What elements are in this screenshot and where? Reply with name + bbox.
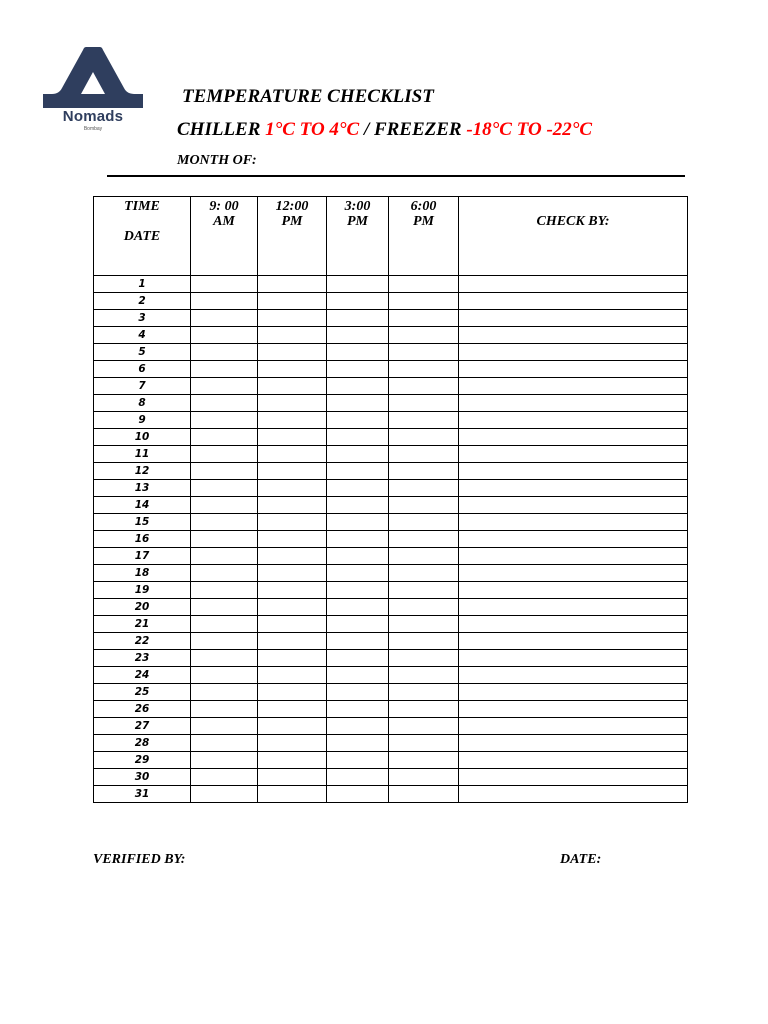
day-number-cell: 2 [94,293,191,310]
table-row [94,718,688,735]
temperature-entry-cell[interactable] [327,429,389,446]
temperature-entry-cell[interactable] [191,378,258,395]
temperature-entry-cell[interactable] [258,429,327,446]
day-number-cell: 21 [94,616,191,633]
temperature-entry-cell[interactable] [389,548,459,565]
day-number-cell: 11 [94,446,191,463]
day-number-cell: 31 [94,786,191,803]
day-number-cell: 26 [94,701,191,718]
temperature-entry-cell[interactable] [327,786,389,803]
time-column-period: AM [213,214,235,229]
temperature-entry-cell[interactable] [389,276,459,293]
day-number-cell: 14 [94,497,191,514]
temperature-entry-cell[interactable] [258,684,327,701]
temperature-entry-cell[interactable] [258,361,327,378]
check-by-label: CHECK BY: [536,214,610,229]
temperature-entry-cell[interactable] [389,565,459,582]
day-number-cell: 29 [94,752,191,769]
logo-tagline: Bombay [83,126,103,132]
time-column-time: 6:00 [410,199,437,214]
temperature-entry-cell[interactable] [389,769,459,786]
table-row [94,752,688,769]
time-column-header [327,197,389,276]
temperature-entry-cell[interactable] [327,650,389,667]
day-number-cell: 5 [94,344,191,361]
temperature-entry-cell[interactable] [191,514,258,531]
temperature-entry-cell[interactable] [258,701,327,718]
temperature-entry-cell[interactable] [389,633,459,650]
check-by-cell[interactable] [459,310,688,327]
day-number-cell: 25 [94,684,191,701]
table-row [94,327,688,344]
temperature-entry-cell[interactable] [191,667,258,684]
temperature-entry-cell[interactable] [389,531,459,548]
temperature-entry-cell[interactable] [389,463,459,480]
time-column-time: 12:00 [275,199,309,214]
table-row [94,293,688,310]
day-number-cell: 9 [94,412,191,429]
check-by-cell[interactable] [459,769,688,786]
time-column-header [389,197,459,276]
nomads-logo [38,44,148,134]
table-row [94,276,688,293]
day-number-cell: 20 [94,599,191,616]
temperature-entry-cell[interactable] [327,582,389,599]
temperature-entry-cell[interactable] [389,395,459,412]
time-column-header [258,197,327,276]
temperature-entry-cell[interactable] [327,616,389,633]
temperature-entry-cell[interactable] [258,344,327,361]
temperature-entry-cell[interactable] [258,633,327,650]
day-number-cell: 18 [94,565,191,582]
temperature-entry-cell[interactable] [389,310,459,327]
temperature-entry-cell[interactable] [327,293,389,310]
table-row [94,769,688,786]
temperature-entry-cell[interactable] [389,361,459,378]
temperature-entry-cell[interactable] [327,735,389,752]
time-column-period: PM [281,214,303,229]
temperature-entry-cell[interactable] [191,565,258,582]
temperature-entry-cell[interactable] [327,548,389,565]
check-by-cell[interactable] [459,735,688,752]
temperature-table [93,196,688,803]
freezer-range: -18°C TO -22°C [466,119,593,140]
temperature-entry-cell[interactable] [258,327,327,344]
month-label: MONTH OF: [177,153,257,168]
footer-date-label: DATE: [560,852,602,867]
check-by-cell[interactable] [459,582,688,599]
check-by-cell[interactable] [459,361,688,378]
temperature-entry-cell[interactable] [327,344,389,361]
temperature-entry-cell[interactable] [258,412,327,429]
table-row [94,616,688,633]
temperature-entry-cell[interactable] [389,378,459,395]
temperature-entry-cell[interactable] [389,599,459,616]
temperature-entry-cell[interactable] [327,531,389,548]
temperature-entry-cell[interactable] [327,463,389,480]
temperature-entry-cell[interactable] [389,582,459,599]
time-column-period: PM [347,214,368,229]
temperature-entry-cell[interactable] [258,293,327,310]
temperature-entry-cell[interactable] [327,684,389,701]
day-number-cell: 6 [94,361,191,378]
time-column-time: 3:00 [344,199,371,214]
temperature-entry-cell[interactable] [327,310,389,327]
temperature-entry-cell[interactable] [258,786,327,803]
logo-wordmark: Nomads [62,108,124,125]
temperature-entry-cell[interactable] [327,599,389,616]
check-by-cell[interactable] [459,395,688,412]
temperature-entry-cell[interactable] [191,395,258,412]
temperature-entry-cell[interactable] [258,565,327,582]
temperature-entry-cell[interactable] [258,752,327,769]
temperature-entry-cell[interactable] [191,786,258,803]
verified-by-label: VERIFIED BY: [93,852,186,867]
check-by-cell[interactable] [459,327,688,344]
day-number-cell: 15 [94,514,191,531]
temperature-entry-cell[interactable] [191,480,258,497]
table-row [94,684,688,701]
day-number-cell: 1 [94,276,191,293]
table-row [94,582,688,599]
temperature-entry-cell[interactable] [389,752,459,769]
temperature-entry-cell[interactable] [389,497,459,514]
temperature-entry-cell[interactable] [191,429,258,446]
check-by-cell[interactable] [459,446,688,463]
temperature-entry-cell[interactable] [191,548,258,565]
check-by-cell[interactable] [459,514,688,531]
temperature-entry-cell[interactable] [191,582,258,599]
temperature-entry-cell[interactable] [327,276,389,293]
temperature-entry-cell[interactable] [258,599,327,616]
day-number-cell: 4 [94,327,191,344]
temperature-entry-cell[interactable] [389,684,459,701]
freezer-label: / FREEZER [359,119,467,140]
table-row [94,701,688,718]
check-by-cell[interactable] [459,463,688,480]
time-column-period: PM [413,214,434,229]
temperature-entry-cell[interactable] [258,463,327,480]
table-row [94,429,688,446]
check-by-cell[interactable] [459,786,688,803]
check-by-cell[interactable] [459,293,688,310]
check-by-cell[interactable] [459,565,688,582]
temperature-entry-cell[interactable] [258,514,327,531]
day-number-cell: 10 [94,429,191,446]
temperature-entry-cell[interactable] [191,412,258,429]
page-title: TEMPERATURE CHECKLIST [182,86,434,107]
temperature-entry-cell[interactable] [327,667,389,684]
table-row [94,633,688,650]
time-date-header [94,197,191,276]
temperature-entry-cell[interactable] [191,650,258,667]
table-row [94,565,688,582]
temperature-entry-cell[interactable] [191,769,258,786]
temperature-entry-cell[interactable] [191,616,258,633]
day-number-cell: 8 [94,395,191,412]
check-by-cell[interactable] [459,548,688,565]
temperature-entry-cell[interactable] [327,718,389,735]
temperature-entry-cell[interactable] [258,582,327,599]
temperature-entry-cell[interactable] [191,310,258,327]
check-by-cell[interactable] [459,429,688,446]
check-by-cell[interactable] [459,412,688,429]
temperature-entry-cell[interactable] [327,769,389,786]
temperature-entry-cell[interactable] [191,701,258,718]
temperature-entry-cell[interactable] [389,701,459,718]
temperature-entry-cell[interactable] [191,735,258,752]
temperature-entry-cell[interactable] [389,718,459,735]
temperature-entry-cell[interactable] [327,412,389,429]
temperature-entry-cell[interactable] [327,446,389,463]
temperature-entry-cell[interactable] [258,735,327,752]
temperature-entry-cell[interactable] [191,752,258,769]
temperature-entry-cell[interactable] [389,667,459,684]
temperature-entry-cell[interactable] [389,786,459,803]
check-by-cell[interactable] [459,497,688,514]
temperature-entry-cell[interactable] [191,463,258,480]
temperature-entry-cell[interactable] [258,667,327,684]
temperature-entry-cell[interactable] [258,378,327,395]
table-row [94,344,688,361]
table-row [94,378,688,395]
day-number-cell: 22 [94,633,191,650]
day-number-cell: 19 [94,582,191,599]
temperature-entry-cell[interactable] [258,446,327,463]
day-number-cell: 30 [94,769,191,786]
table-row [94,548,688,565]
table-row [94,514,688,531]
temperature-entry-cell[interactable] [258,650,327,667]
day-number-cell: 27 [94,718,191,735]
check-by-cell[interactable] [459,616,688,633]
temperature-entry-cell[interactable] [258,497,327,514]
temperature-entry-cell[interactable] [258,718,327,735]
temperature-entry-cell[interactable] [191,446,258,463]
check-by-cell[interactable] [459,378,688,395]
time-header-label: TIME [124,199,160,214]
temperature-entry-cell[interactable] [327,395,389,412]
temperature-entry-cell[interactable] [258,480,327,497]
time-column-time: 9: 00 [209,199,239,214]
temperature-entry-cell[interactable] [258,769,327,786]
header-divider [107,175,685,177]
temperature-entry-cell[interactable] [258,548,327,565]
temperature-entry-cell[interactable] [191,344,258,361]
day-number-cell: 24 [94,667,191,684]
table-row [94,497,688,514]
temperature-entry-cell[interactable] [327,327,389,344]
temperature-entry-cell[interactable] [389,412,459,429]
temperature-entry-cell[interactable] [191,718,258,735]
check-by-cell[interactable] [459,599,688,616]
table-row [94,599,688,616]
table-row [94,412,688,429]
temperature-entry-cell[interactable] [389,327,459,344]
temperature-entry-cell[interactable] [258,310,327,327]
temperature-entry-cell[interactable] [191,684,258,701]
temperature-entry-cell[interactable] [389,616,459,633]
table-row [94,446,688,463]
temperature-entry-cell[interactable] [327,514,389,531]
temperature-entry-cell[interactable] [389,344,459,361]
day-number-cell: 17 [94,548,191,565]
day-number-cell: 12 [94,463,191,480]
check-by-cell[interactable] [459,531,688,548]
check-by-header [459,197,688,276]
day-number-cell: 28 [94,735,191,752]
day-number-cell: 7 [94,378,191,395]
temperature-entry-cell[interactable] [327,378,389,395]
table-row [94,361,688,378]
temperature-entry-cell[interactable] [389,514,459,531]
check-by-cell[interactable] [459,701,688,718]
table-row [94,735,688,752]
table-row [94,531,688,548]
check-by-cell[interactable] [459,718,688,735]
table-row [94,463,688,480]
temperature-entry-cell[interactable] [389,735,459,752]
temperature-entry-cell[interactable] [191,497,258,514]
temperature-entry-cell[interactable] [327,701,389,718]
chiller-range: 1°C TO 4°C [265,119,360,140]
temperature-entry-cell[interactable] [389,650,459,667]
time-column-header [191,197,258,276]
temperature-entry-cell[interactable] [389,446,459,463]
table-row [94,480,688,497]
temperature-entry-cell[interactable] [191,633,258,650]
table-row [94,650,688,667]
check-by-cell[interactable] [459,667,688,684]
check-by-cell[interactable] [459,633,688,650]
temperature-entry-cell[interactable] [389,480,459,497]
temperature-entry-cell[interactable] [327,752,389,769]
day-number-cell: 16 [94,531,191,548]
day-number-cell: 3 [94,310,191,327]
temperature-entry-cell[interactable] [191,276,258,293]
table-row [94,395,688,412]
check-by-cell[interactable] [459,480,688,497]
temperature-entry-cell[interactable] [191,293,258,310]
temperature-entry-cell[interactable] [327,480,389,497]
temperature-entry-cell[interactable] [389,293,459,310]
temperature-entry-cell[interactable] [258,395,327,412]
temperature-entry-cell[interactable] [258,276,327,293]
table-row [94,786,688,803]
date-header-label: DATE [123,229,161,244]
temperature-entry-cell[interactable] [327,497,389,514]
temperature-entry-cell[interactable] [191,361,258,378]
temperature-entry-cell[interactable] [389,429,459,446]
table-header-row [94,197,688,276]
temperature-ranges [177,119,592,141]
table-row [94,310,688,327]
check-by-cell[interactable] [459,276,688,293]
temperature-entry-cell[interactable] [191,327,258,344]
chiller-label: CHILLER [177,119,266,140]
day-number-cell: 13 [94,480,191,497]
check-by-cell[interactable] [459,684,688,701]
temperature-entry-cell[interactable] [191,531,258,548]
check-by-cell[interactable] [459,344,688,361]
temperature-entry-cell[interactable] [258,616,327,633]
temperature-entry-cell[interactable] [258,531,327,548]
temperature-entry-cell[interactable] [191,599,258,616]
nomads-logo-icon [38,44,148,108]
temperature-entry-cell[interactable] [327,565,389,582]
temperature-entry-cell[interactable] [327,633,389,650]
check-by-cell[interactable] [459,752,688,769]
table-row [94,667,688,684]
day-number-cell: 23 [94,650,191,667]
check-by-cell[interactable] [459,650,688,667]
temperature-entry-cell[interactable] [327,361,389,378]
